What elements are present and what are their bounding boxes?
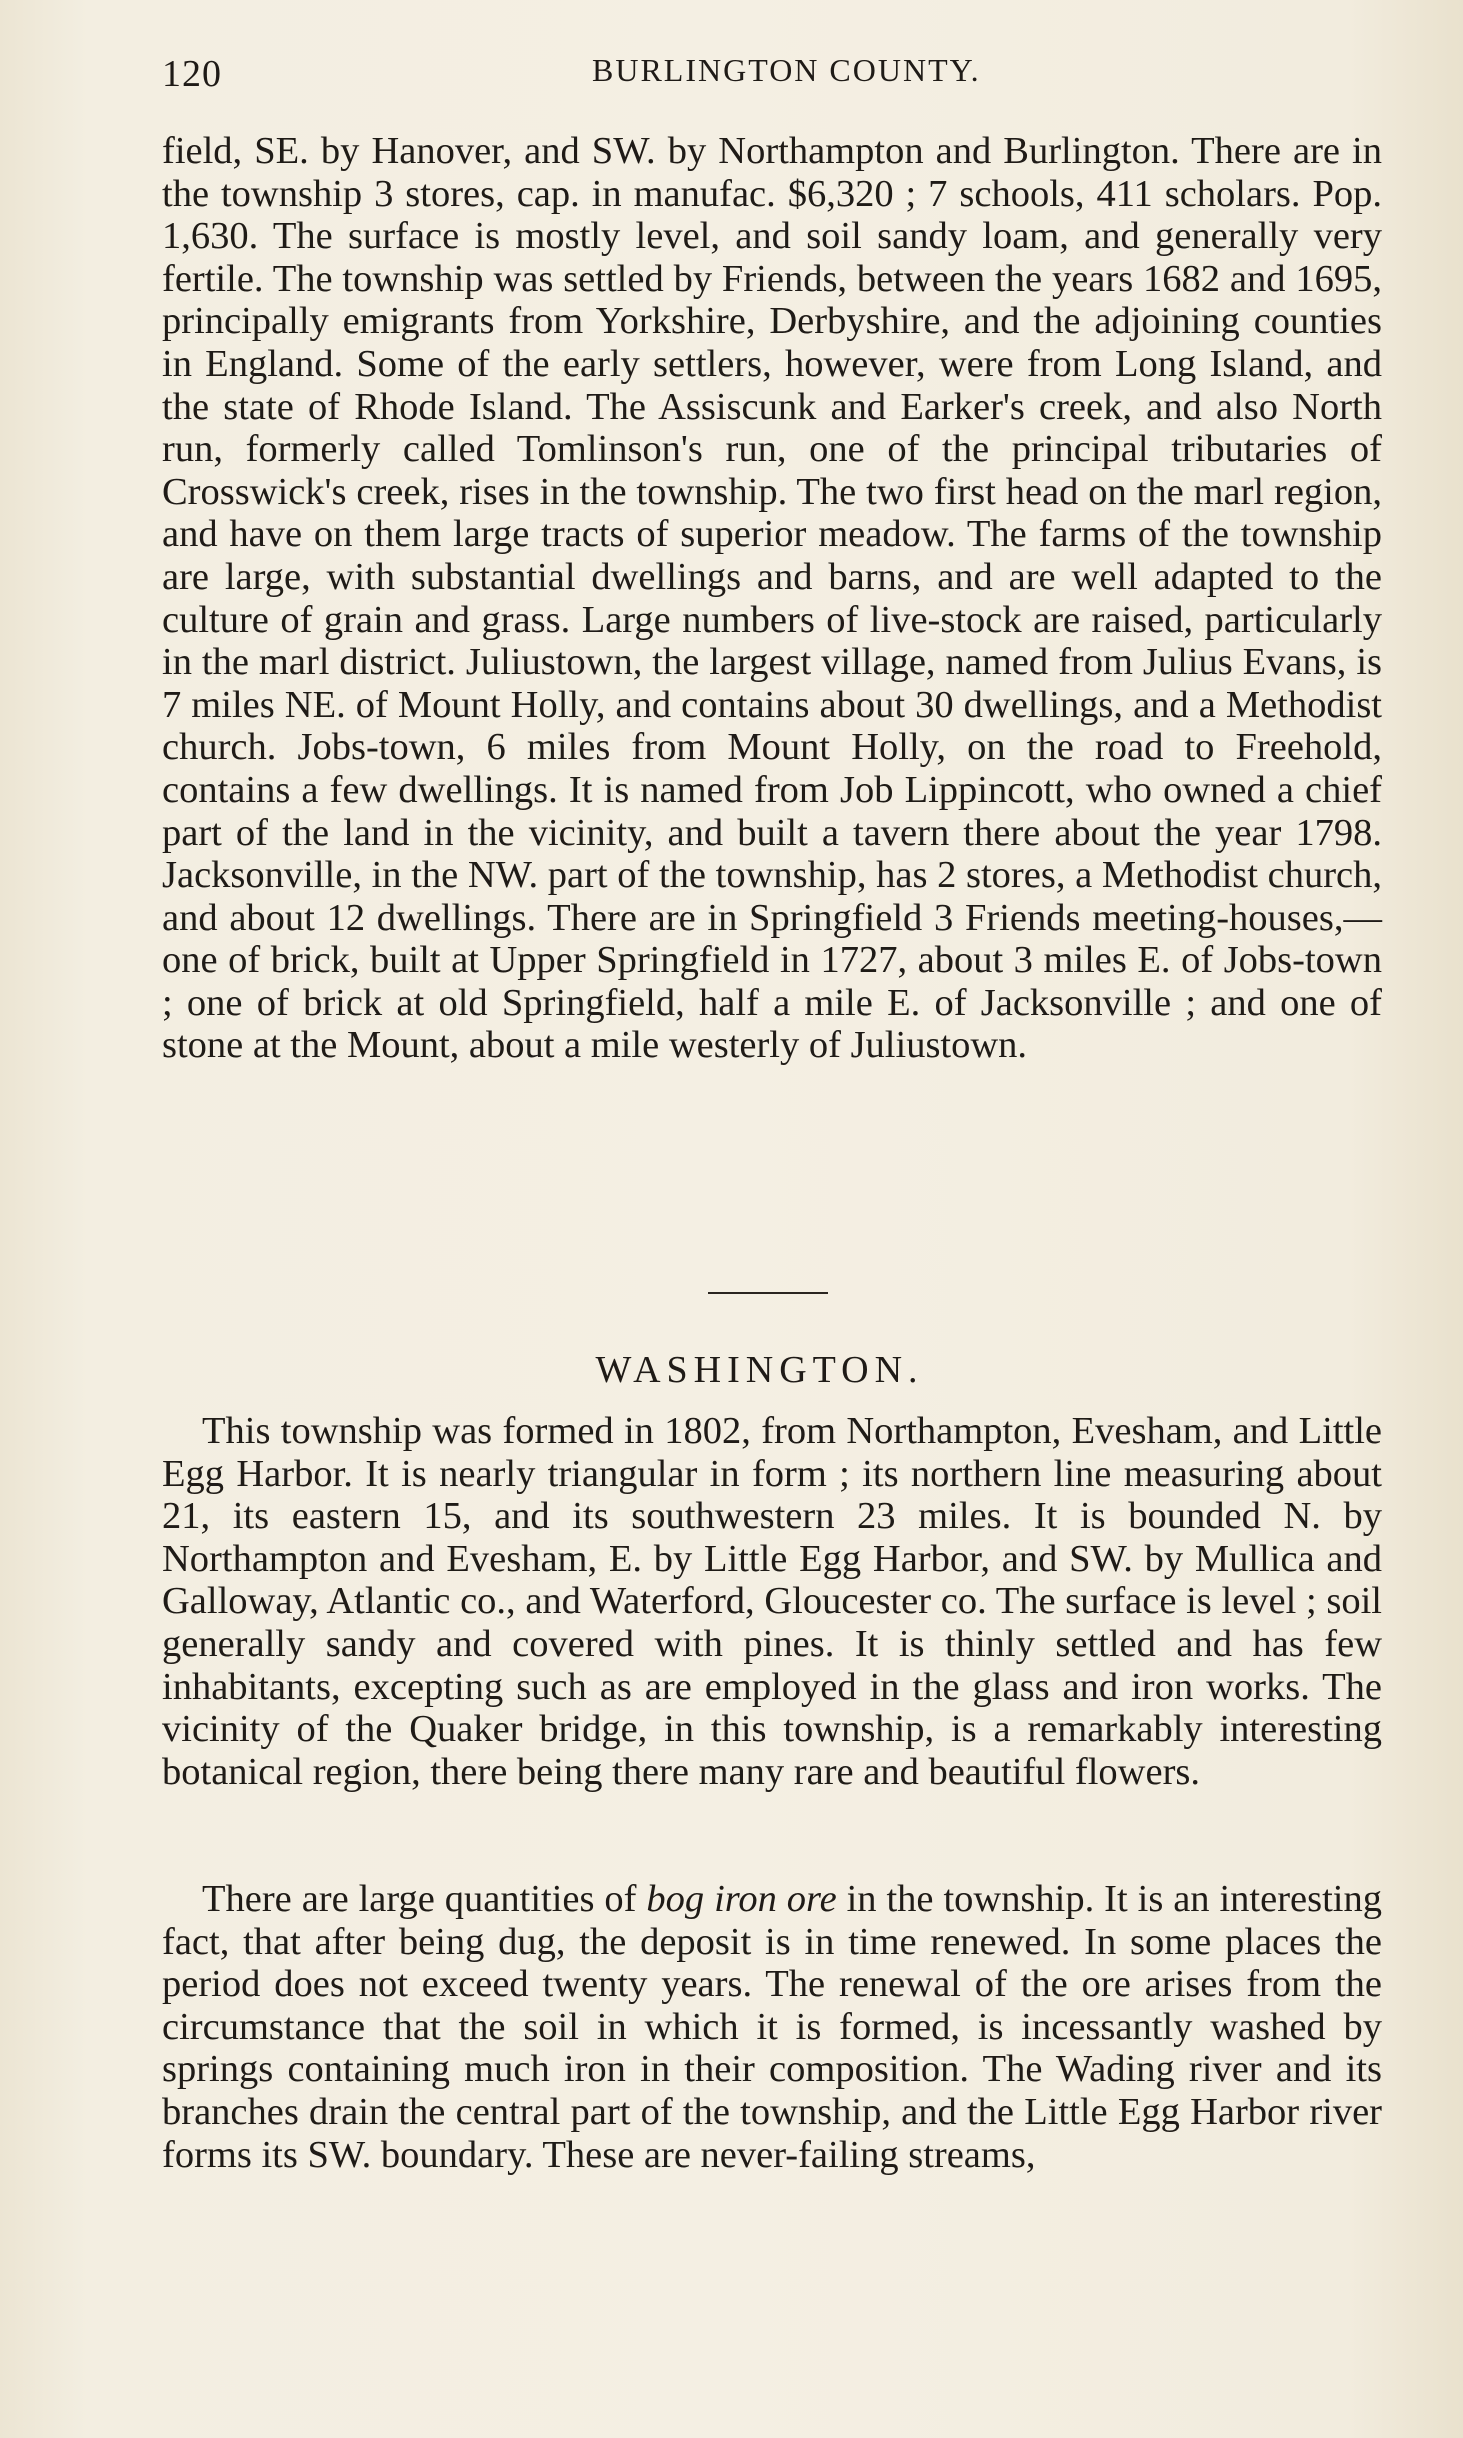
page-number: 120 xyxy=(162,53,222,95)
springfield-continued-text xyxy=(162,130,1382,1067)
washington-heading xyxy=(0,1348,1463,1392)
running-head xyxy=(162,52,1382,102)
paragraph-2-start: There are large quantities of xyxy=(202,1878,637,1920)
washington-paragraph-1: This township was formed in 1802, from Northampton, Evesham, and Little Egg Harbor. It is nearly triangular in form ; its northern line measuring about 21, its eastern 15, and its southwestern 23 miles. It is bounded N. by Northampton and Evesham, E. by Little Egg Harbor, and SW. by Mullica and Galloway, Atlantic co., and Waterford, Gloucester co. The surface is level ; soil generally sandy and covered with pines. It is thinly settled and has few inhabitants, excepting such as are employed in the glass and iron works. The vicinity of the Quaker bridge, in this township, is a remarkably interesting botanical region, there being there many rare and beautiful flowers. xyxy=(162,1410,1382,1793)
paragraph-2-rest: in the township. It is an interesting fact, that after being dug, the deposit is in time renewed. In some places the period does not exceed twenty years. The renewal of the ore arises from the circumstance that the soil in which it is formed, is incessantly washed by springs containing much iron in their composition. The Wading river and its branches drain the central part of the township, and the Little Egg Harbor river forms its SW. boundary. These are never-failing streams, xyxy=(162,1878,1383,2176)
springfield-paragraph: field, SE. by Hanover, and SW. by Northampton and Burlington. There are in the township 3 stores, cap. in manufac. $6,320 ; 7 schools, 411 scholars. Pop. 1,630. The surface is mostly level, and soil sandy loam, and generally very fertile. The township was settled by Friends, between the years 1682 and 1695, principally emigrants from Yorkshire, Derbyshire, and the adjoining counties in England. Some of the early settlers, however, were from Long Island, and the state of Rhode Island. The Assiscunk and Earker's creek, and also North run, formerly called Tomlinson's run, one of the principal tributaries of Crosswick's creek, rises in the township. The two first head on the marl region, and have on them large tracts of superior meadow. The farms of the township are large, with substantial dwellings and barns, and are well adapted to the culture of grain and grass. Large numbers of live-stock are raised, particularly in the marl district. Juliustown, the largest village, named from Julius Evans, is 7 miles NE. of Mount Holly, and contains about 30 dwellings, and a Methodist church. Jobs-town, 6 miles from Mount Holly, on the road to Freehold, contains a few dwellings. It is named from Job Lippincott, who owned a chief part of the land in the vicinity, and built a tavern there about the year 1798. Jacksonville, in the NW. part of the township, has 2 stores, a Methodist church, and about 12 dwellings. There are in Springfield 3 Friends meeting-houses,—one of brick, built at Upper Springfield in 1727, about 3 miles E. of Jobs-town ; one of brick at old Springfield, half a mile E. of Jacksonville ; and one of stone at the Mount, about a mile westerly of Juliustown. xyxy=(162,130,1382,1067)
washington-paragraph-1-block xyxy=(162,1410,1382,1793)
bog-iron-ore-italic: bog iron ore xyxy=(646,1878,837,1920)
running-title: BURLINGTON COUNTY. xyxy=(592,52,981,88)
washington-paragraph-2 xyxy=(162,1878,1382,2176)
washington-paragraph-2-block xyxy=(162,1878,1382,2176)
washington-heading-text: WASHINGTON. xyxy=(595,1349,924,1391)
section-divider-rule xyxy=(708,1292,828,1294)
